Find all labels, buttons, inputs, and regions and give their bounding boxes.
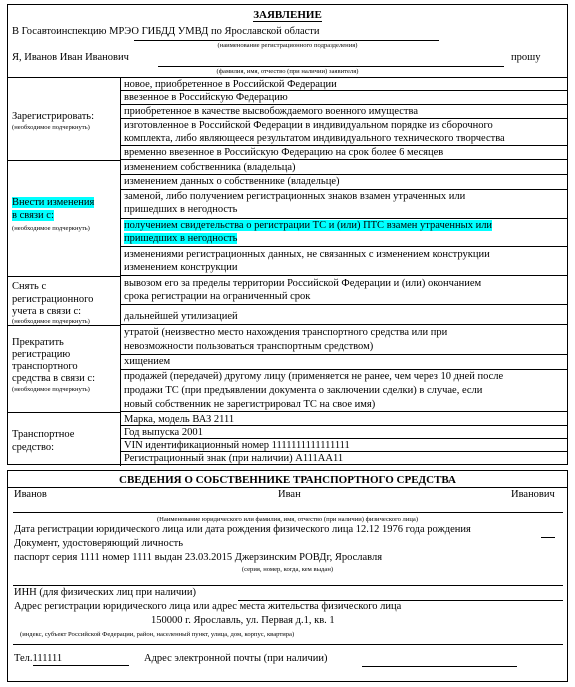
changes-option-cont[interactable]: пришедших в негодность <box>121 203 567 219</box>
deregister-note: (необходимое подчеркнуть) <box>12 318 90 325</box>
vehicle-year[interactable]: Год выпуска 2001 <box>121 426 567 439</box>
email-field[interactable] <box>362 666 517 667</box>
vehicle-make-model[interactable]: Марка, модель ВАЗ 2111 <box>121 413 567 426</box>
authority-line: В Госавтоинспекцию МРЭО ГИБДД УМВД по Ярославской области <box>12 26 320 37</box>
applicant-name: Я, Иванов Иван Иванович <box>12 52 129 63</box>
terminate-label-3: транспортного <box>12 361 78 372</box>
owner-first-name[interactable]: Иван <box>278 489 301 500</box>
owner-patronymic[interactable]: Иванович <box>511 489 555 500</box>
changes-note: (необходимое подчеркнуть) <box>12 225 90 232</box>
terminate-option-cont[interactable]: невозможности пользоваться транспортным средством) <box>121 340 567 355</box>
changes-label: Внести изменения <box>12 197 95 208</box>
vehicle-label-2: средство: <box>12 442 55 453</box>
changes-option[interactable]: изменением собственника (владельца) <box>121 161 567 175</box>
terminate-option-cont[interactable]: продажи ТС (при предъявлении документа о заключении сделки) в случае, если <box>124 385 483 396</box>
phone-value[interactable]: 111111 <box>33 654 129 666</box>
owner-address-caption: (индекс, субъект Российской Федерации, район, населенный пункт, улица, дом, корпус, квартира) <box>20 631 295 638</box>
changes-option[interactable]: заменой, либо получением регистрационных знаков взамен утраченных или <box>124 191 466 202</box>
owner-address[interactable]: 150000 г. Ярославль, ул. Первая д.1, кв. 1 <box>151 615 335 626</box>
owner-section-title: СВЕДЕНИЯ О СОБСТВЕННИКЕ ТРАНСПОРТНОГО СРЕДСТВА <box>119 474 456 486</box>
terminate-label-2: регистрацию <box>12 349 71 360</box>
register-option[interactable]: новое, приобретенное в Российской Федерации <box>121 78 567 91</box>
owner-inn-label: ИНН (для физических лиц при наличии) <box>14 587 197 598</box>
register-option[interactable]: изготовленное в Российской Федерации в индивидуальном порядке из сборочного <box>124 120 493 131</box>
phone-label: Тел. <box>14 653 33 664</box>
form-title: ЗАЯВЛЕНИЕ <box>253 9 322 21</box>
owner-document-label: Документ, удостоверяющий личность <box>14 538 183 549</box>
terminate-label-4: средства в связи с: <box>12 373 95 384</box>
vehicle-vin[interactable]: VIN идентификационный номер 1111111111111111 <box>121 439 567 452</box>
deregister-label-2: регистрационного <box>12 294 94 305</box>
deregister-option[interactable]: вывозом его за пределы территории Российской Федерации и (или) окончанием <box>124 278 482 289</box>
applicant-caption: (фамилия, имя, отчество (при наличии) заявителя) <box>216 68 359 75</box>
terminate-option[interactable]: продажей (передачей) другому лицу (применяется не ранее, чем через 10 дней после <box>124 371 504 382</box>
changes-option[interactable]: изменением данных о собственнике (владельце) <box>121 175 567 190</box>
terminate-note: (необходимое подчеркнуть) <box>12 386 90 393</box>
changes-option-cont[interactable]: изменением конструкции <box>121 261 567 276</box>
owner-passport-caption: (серия, номер, когда, кем выдан) <box>241 566 334 573</box>
vehicle-label: Транспортное <box>12 429 75 440</box>
terminate-option[interactable]: утратой (неизвестно место нахождения транспортного средства или при <box>124 327 448 338</box>
register-option[interactable]: временно ввезенное в Российскую Федерацию на срок более 6 месяцев <box>121 146 567 160</box>
register-option-cont[interactable]: комплекта, либо являющееся результатом индивидуального технического творчества <box>121 132 567 146</box>
vehicle-plate[interactable]: Регистрационный знак (при наличии) А111АА11 <box>124 453 344 464</box>
changes-label-2: в связи с: <box>12 210 54 221</box>
owner-date-line[interactable]: Дата регистрации юридического лица или дата рождения физического лица 12.12 1976 года рождения <box>14 524 471 535</box>
terminate-label: Прекратить <box>12 337 64 348</box>
owner-surname[interactable]: Иванов <box>14 489 47 500</box>
terminate-option-cont[interactable]: новый собственник не зарегистрировал ТС на свое имя) <box>121 398 567 412</box>
terminate-option[interactable]: хищением <box>121 355 567 370</box>
changes-option-selected[interactable]: получением свидетельства о регистрации ТС и (или) ПТС взамен утраченных или <box>124 220 493 231</box>
owner-info-form <box>7 470 568 682</box>
applicant-request: прошу <box>511 52 541 63</box>
deregister-label: Снять с <box>12 281 47 292</box>
changes-option-selected-cont[interactable]: пришедших в негодность <box>121 232 567 247</box>
register-option[interactable]: ввезенное в Российскую Федерацию <box>121 91 567 105</box>
register-note: (необходимое подчеркнуть) <box>12 124 90 131</box>
deregister-option-cont[interactable]: срока регистрации на ограниченный срок <box>121 290 567 305</box>
deregister-label-3: учета в связи с: <box>12 306 82 317</box>
owner-address-label: Адрес регистрации юридического лица или адрес места жительства физического лица <box>14 601 402 612</box>
owner-passport[interactable]: паспорт серия 1111 номер 1111 выдан 23.03.2015 Джерзинским РОВДг, Ярославля <box>14 552 383 563</box>
email-label: Адрес электронной почты (при наличии) <box>144 653 328 664</box>
register-label: Зарегистрировать: <box>12 111 95 122</box>
application-form <box>7 4 568 465</box>
deregister-option[interactable]: дальнейшей утилизацией <box>121 305 567 325</box>
authority-caption: (наименование регистрационного подразделения) <box>217 42 358 49</box>
owner-name-caption: (Наименование юридического или фамилия, имя, отчество (при наличии) физического лица) <box>156 516 419 523</box>
changes-option[interactable]: изменениями регистрационных данных, не связанных с изменением конструкции <box>124 249 490 260</box>
register-option[interactable]: приобретенное в качестве высвобождаемого военного имущества <box>121 105 567 119</box>
